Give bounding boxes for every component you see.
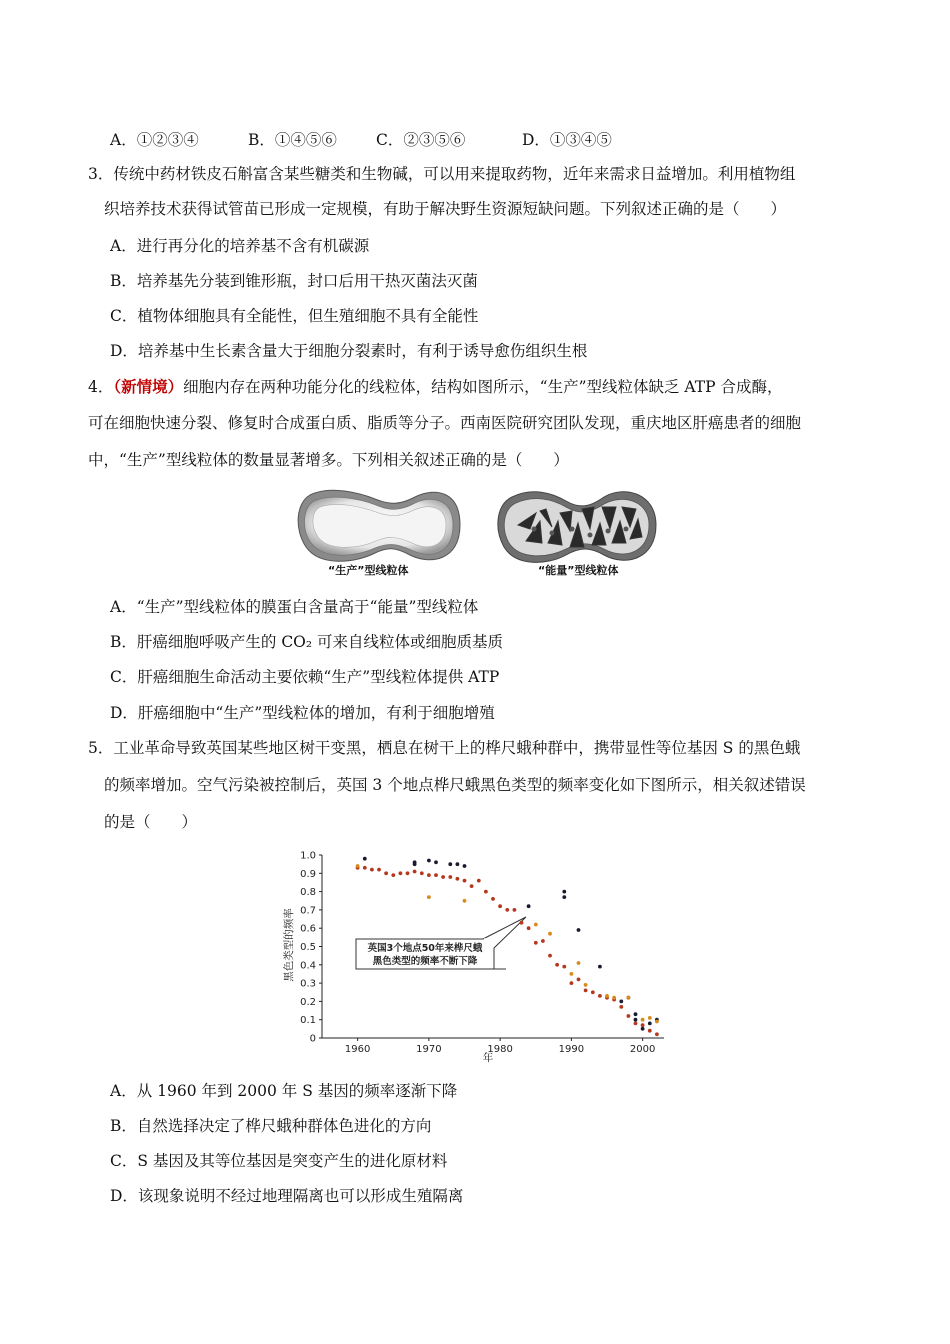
data-point-site_b xyxy=(399,871,403,875)
q5-option-c[interactable]: C．S 基因及其等位基因是突变产生的进化原材料 xyxy=(110,1152,448,1170)
q2-option-d[interactable]: D．①③④⑤ xyxy=(522,131,612,149)
data-point-site_b xyxy=(513,908,517,912)
x-tick-label: 1980 xyxy=(487,1044,513,1055)
q4-stem-text: 细胞内存在两种功能分化的线粒体，结构如图所示，“生产”型线粒体缺乏 ATP 合成酶， xyxy=(183,378,783,396)
data-point-site_a xyxy=(641,1027,645,1031)
q4-option-c[interactable]: C．肝癌细胞生命活动主要依赖“生产”型线粒体提供 ATP xyxy=(110,668,500,686)
data-point-site_c xyxy=(627,996,631,1000)
data-point-site_a xyxy=(363,857,367,861)
data-point-site_b xyxy=(655,1032,659,1036)
y-tick-label: 0.9 xyxy=(300,868,316,880)
data-point-site_b xyxy=(420,871,424,875)
q3-option-a[interactable]: A．进行再分化的培养基不含有机碳源 xyxy=(110,237,370,255)
data-point-site_a xyxy=(527,904,531,908)
data-point-site_b xyxy=(441,875,445,879)
data-point-site_a xyxy=(619,1000,623,1004)
q2-options xyxy=(110,128,612,150)
x-tick-label: 2000 xyxy=(629,1044,656,1055)
q4-tag: （新情境） xyxy=(113,377,184,396)
y-tick-label: 0.8 xyxy=(300,887,316,899)
q4-option-a[interactable]: A．“生产”型线粒体的膜蛋白含量高于“能量”型线粒体 xyxy=(110,598,479,616)
q3-stem-line2: 织培养技术获得试管苗已形成一定规模，有助于解决野生资源短缺问题。下列叙述正确的是（ ） xyxy=(104,200,787,218)
data-point-site_b xyxy=(391,873,395,877)
data-point-site_b xyxy=(562,965,566,969)
data-point-site_c xyxy=(356,864,360,868)
data-point-site_b xyxy=(491,897,495,901)
q5-option-d[interactable]: D．该现象说明不经过地理隔离也可以形成生殖隔离 xyxy=(110,1187,464,1205)
y-axis-label: 黑色类型的频率 xyxy=(283,908,295,982)
q2-option-b[interactable]: B．①④⑤⑥ xyxy=(248,131,337,149)
data-point-site_b xyxy=(648,1029,652,1033)
data-point-site_a xyxy=(562,895,566,899)
data-point-site_b xyxy=(555,963,559,967)
q3-option-b[interactable]: B．培养基先分装到锥形瓶，封口后用干热灭菌法灭菌 xyxy=(110,272,478,290)
y-tick-label: 0.2 xyxy=(300,996,316,1008)
energy-mitochondrion-image xyxy=(498,492,656,563)
data-point-site_b xyxy=(634,1022,638,1026)
data-point-site_b xyxy=(363,866,367,870)
data-point-site_b xyxy=(627,1014,631,1018)
data-point-site_a xyxy=(577,928,581,932)
data-point-site_a xyxy=(427,859,431,863)
data-point-site_b xyxy=(527,926,531,930)
data-point-site_b xyxy=(448,875,452,879)
annotation-line-1: 英国3个地点50年来桦尺蛾 xyxy=(367,943,483,954)
data-point-site_b xyxy=(548,954,552,958)
data-point-site_c xyxy=(577,961,581,965)
y-tick-label: 1.0 xyxy=(300,850,316,862)
production-mitochondrion-image xyxy=(298,490,460,561)
data-point-site_c xyxy=(463,899,467,903)
data-point-site_b xyxy=(470,884,474,888)
q3-option-c[interactable]: C．植物体细胞具有全能性，但生殖细胞不具有全能性 xyxy=(110,307,479,325)
data-point-site_b xyxy=(384,871,388,875)
y-tick-label: 0.7 xyxy=(300,905,316,917)
q5-stem-line1: 5．工业革命导致英国某些地区树干变黑，栖息在树干上的桦尺蛾种群中，携带显性等位基因 S 的黑色蛾 xyxy=(88,739,801,757)
y-tick-label: 0 xyxy=(309,1033,316,1045)
q2-option-a[interactable]: A．①②③④ xyxy=(110,131,199,149)
q3-option-d[interactable]: D．培养基中生长素含量大于细胞分裂素时，有利于诱导愈伤组织生根 xyxy=(110,342,588,360)
data-point-site_b xyxy=(377,868,381,872)
annotation-line-2: 黑色类型的频率不断下降 xyxy=(372,956,478,967)
data-point-site_a xyxy=(448,862,452,866)
data-point-site_c xyxy=(548,932,552,936)
data-point-site_b xyxy=(534,941,538,945)
y-tick-label: 0.6 xyxy=(300,923,316,935)
data-point-site_b xyxy=(598,994,602,998)
data-point-site_a xyxy=(634,1012,638,1016)
x-tick-label: 1960 xyxy=(344,1044,371,1055)
data-point-site_b xyxy=(463,879,467,883)
data-point-site_b xyxy=(584,989,588,993)
q4-option-b[interactable]: B．肝癌细胞呼吸产生的 CO₂ 可来自线粒体或细胞质基质 xyxy=(110,633,504,651)
data-point-site_b xyxy=(413,870,417,874)
data-point-site_a xyxy=(598,965,602,969)
q4-stem-line3: 中，“生产”型线粒体的数量显著增多。下列相关叙述正确的是（ ） xyxy=(88,451,569,469)
q4-option-d[interactable]: D．肝癌细胞中“生产”型线粒体的增加，有利于细胞增殖 xyxy=(110,704,495,722)
data-point-site_a xyxy=(413,862,417,866)
energy-mitochondrion-label: “能量”型线粒体 xyxy=(538,564,619,577)
data-point-site_b xyxy=(591,990,595,994)
q5-stem-line3: 的是（ ） xyxy=(104,813,198,831)
data-point-site_b xyxy=(505,908,509,912)
data-point-site_a xyxy=(562,890,566,894)
data-point-site_b xyxy=(641,1023,645,1027)
data-point-site_b xyxy=(370,868,374,872)
chart-annotation xyxy=(356,917,526,969)
data-point-site_b xyxy=(434,873,438,877)
data-point-site_b xyxy=(520,921,524,925)
data-point-site_c xyxy=(584,983,588,987)
q4-stem-line1 xyxy=(88,377,782,397)
q5-stem-line2: 的频率增加。空气污染被控制后，英国 3 个地点桦尺蛾黑色类型的频率变化如下图所示，相关叙述错误 xyxy=(104,776,806,794)
data-point-site_b xyxy=(541,939,545,943)
q5-option-a[interactable]: A．从 1960 年到 2000 年 S 基因的频率逐渐下降 xyxy=(110,1082,458,1100)
data-point-site_a xyxy=(463,864,467,868)
data-point-site_b xyxy=(577,978,581,982)
q3-stem-line1: 3．传统中药材铁皮石斛富含某些糖类和生物碱，可以用来提取药物，近年来需求日益增加。利用植物组 xyxy=(88,165,796,183)
moth-frequency-chart xyxy=(278,845,678,1065)
data-point-site_a xyxy=(648,1022,652,1026)
data-point-site_b xyxy=(406,871,410,875)
x-tick-label: 1990 xyxy=(558,1044,585,1055)
data-point-site_c xyxy=(648,1016,652,1020)
data-point-site_b xyxy=(477,879,481,883)
data-point-site_c xyxy=(655,1020,659,1024)
y-tick-label: 0.3 xyxy=(300,978,316,990)
data-point-site_c xyxy=(534,923,538,927)
data-point-site_c xyxy=(570,972,574,976)
data-point-site_b xyxy=(427,873,431,877)
production-mitochondrion-label: “生产”型线粒体 xyxy=(328,564,409,577)
x-axis-label: 年 xyxy=(482,1052,494,1064)
q4-stem-line2: 可在细胞快速分裂、修复时合成蛋白质、脂质等分子。西南医院研究团队发现，重庆地区肝癌患者的细胞 xyxy=(88,414,802,432)
data-point-site_b xyxy=(456,877,460,881)
y-tick-label: 0.1 xyxy=(300,1015,316,1027)
data-point-site_c xyxy=(605,994,609,998)
data-point-site_b xyxy=(619,1005,623,1009)
q2-option-c[interactable]: C．②③⑤⑥ xyxy=(376,131,466,149)
data-point-site_a xyxy=(434,860,438,864)
data-point-site_c xyxy=(612,996,616,1000)
q4-number: 4． xyxy=(88,378,114,396)
y-tick-label: 0.5 xyxy=(300,942,316,953)
data-point-site_c xyxy=(427,895,431,899)
data-point-site_c xyxy=(641,1018,645,1022)
x-tick-label: 1970 xyxy=(416,1044,442,1055)
data-point-site_a xyxy=(634,1018,638,1022)
q5-option-b[interactable]: B．自然选择决定了桦尺蛾种群体色进化的方向 xyxy=(110,1117,432,1135)
data-point-site_b xyxy=(484,890,488,894)
data-point-site_b xyxy=(570,981,574,985)
data-point-site_a xyxy=(456,862,460,866)
y-tick-label: 0.4 xyxy=(300,960,316,972)
data-point-site_b xyxy=(498,904,502,908)
